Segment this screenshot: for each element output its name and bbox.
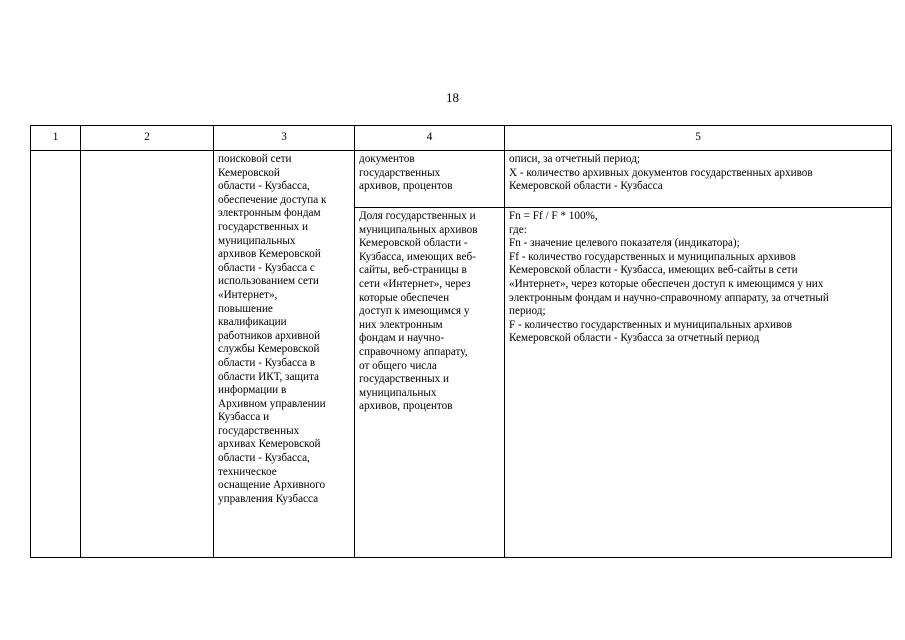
header-col-3: 3 (214, 126, 355, 151)
cell-col-2-empty (81, 151, 214, 558)
page-number: 18 (446, 90, 459, 105)
cell-col-1-empty (31, 151, 81, 558)
cell-indicator-2-name (355, 208, 505, 558)
indicator-2-name-text: Доля государственных и муниципальных архивов Кемеровской области - Кузбасса, имеющих веб- сайты, веб-страницы в сети «Интернет», через которые обеспечен доступ к имеющимся у них электронным фондам и научно- справочному аппарату, от общего числа государственных и муниципальных архивов, процентов (359, 210, 478, 413)
table-row (31, 151, 892, 208)
header-col-5: 5 (505, 126, 892, 151)
cell-indicator-1-method (505, 151, 892, 208)
activity-description-text: поисковой сети Кемеровской области - Кузбасса, обеспечение доступа к электронным фондам государственных и муниципальных архивов Кемеровской области - Кузбасса с использованием сети «Интернет», повышение квалификации работников архивной службы Кемеровской области - Кузбасса в области ИКТ, защита информации в Архивном управлении Кузбасса и государственных архивах Кемеровской области - Кузбасса, техническое оснащение Архивного управления Кузбасса (218, 153, 327, 505)
table-header-row (31, 126, 892, 151)
header-col-2: 2 (81, 126, 214, 151)
cell-activity-description (214, 151, 355, 558)
header-col-1: 1 (31, 126, 81, 151)
cell-indicator-2-method (505, 208, 892, 558)
indicator-table (30, 125, 892, 558)
cell-indicator-1-name (355, 151, 505, 208)
indicator-1-method-text: описи, за отчетный период; X - количество архивных документов государственных архивов Кемеровской области - Кузбасса (509, 153, 813, 193)
indicator-2-method-text: Fn = Ff / F * 100%, где: Fn - значение целевого показателя (индикатора); Ff - количество государственных и муниципальных архивов Кемеровской области - Кузбасса, имеющих веб-сайты в сети «Интернет», через которые обеспечен доступ к имеющимся у них электронным фондам и научно-справочному аппарату, за отчетный период; F - количество государственных и муниципальных архивов Кемеровской области - Кузбасса за отчетный период (509, 210, 829, 345)
indicator-1-name-text: документов государственных архивов, процентов (359, 153, 453, 193)
header-col-4: 4 (355, 126, 505, 151)
